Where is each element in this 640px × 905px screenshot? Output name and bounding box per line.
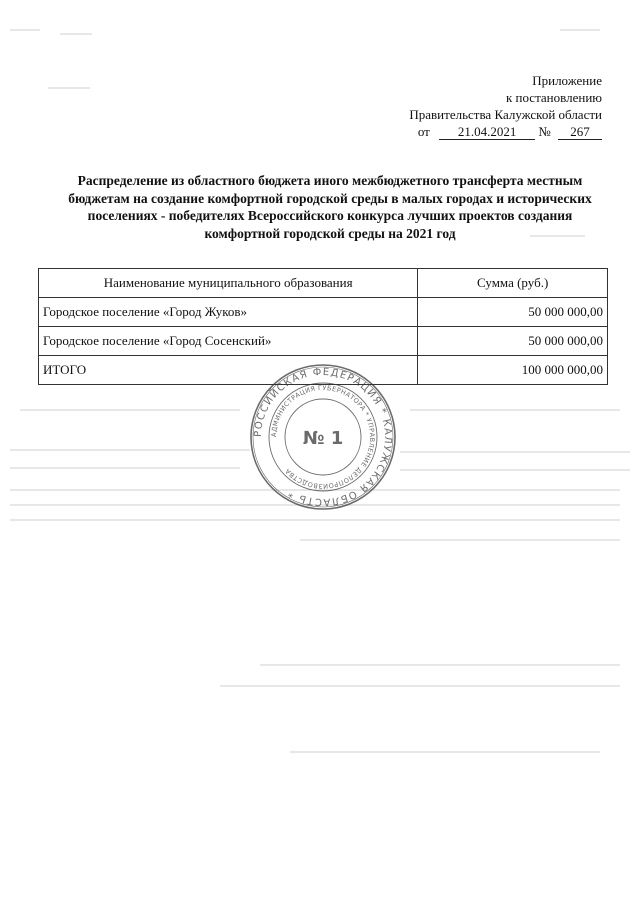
resolution-date: 21.04.2021: [439, 125, 535, 140]
table-header-row: [39, 269, 608, 298]
municipality-name: Городское поселение «Город Сосенский»: [39, 327, 418, 356]
resolution-label: к постановлению: [505, 90, 602, 105]
document-title: Распределение из областного бюджета иного межбюджетного трансферта местным бюджетам на создание комфортной городской среды в малых городах и исторических поселениях - победителях Всероссийского конкурса лучших проектов создания комфортной городской среды на 2021 год: [68, 173, 592, 241]
resolution-number: 267: [558, 125, 602, 140]
amount-cell: 50 000 000,00: [418, 327, 608, 356]
column-header-amount: Сумма (руб.): [418, 269, 608, 298]
seal-inner-text: АДМИНИСТРАЦИЯ ГУБЕРНАТОРА * УПРАВЛЕНИЕ ДЕЛОПРОИЗВОДСТВА: [269, 383, 377, 491]
column-header-name: Наименование муниципального образования: [39, 269, 418, 298]
seal-center-number: № 1: [302, 428, 344, 449]
government-label: Правительства Калужской области: [409, 107, 602, 122]
total-amount: 100 000 000,00: [418, 356, 608, 385]
table-row: [39, 298, 608, 327]
seal-outer-text: РОССИЙСКАЯ ФЕДЕРАЦИЯ * КАЛУЖСКАЯ ОБЛАСТЬ *: [252, 366, 394, 508]
municipality-name: Городское поселение «Город Жуков»: [39, 298, 418, 327]
appendix-label: Приложение: [532, 73, 602, 88]
approval-header: [409, 72, 602, 140]
table-row: [39, 327, 608, 356]
number-label: №: [538, 124, 551, 139]
total-label: ИТОГО: [39, 356, 418, 385]
date-number-line: [409, 123, 602, 140]
official-seal: [248, 362, 398, 512]
amount-cell: 50 000 000,00: [418, 298, 608, 327]
from-label: от: [417, 124, 430, 139]
